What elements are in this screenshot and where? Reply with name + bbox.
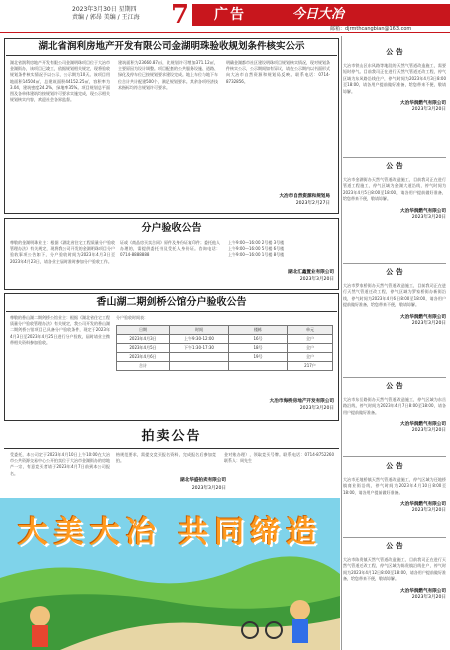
notice-title: 公 告 [386, 48, 403, 56]
table-row [117, 335, 333, 344]
notice-signature: 大冶市自然资源和规划局 [279, 194, 330, 199]
notice-signature: 大冶华润燃气有限公司 [400, 314, 446, 320]
schedule-line: 上午9:00—16:00 2号楼 3号楼 [228, 240, 285, 245]
notice-title: 公 告 [386, 268, 403, 276]
gas-notice [343, 162, 446, 221]
divider [6, 311, 337, 312]
paper-logo: 今日大冶 [292, 7, 345, 22]
notice-body-col1: 尊敬的金湖明珠业主：根据《湖北省住宅工程质量分户验收管理办法》有关规定，现将我公司开发的金湖明珠项目分户验收事项公告如下，分户验收时间为2023年4月3日至2023年4月23日，请各业主届时准时参加分户验收工作。 [10, 240, 115, 264]
table-cell: 下午1:30-17:30 [170, 344, 229, 353]
table-cell [170, 362, 229, 371]
table-cell: 16号 [229, 335, 288, 344]
notice-date: 2023年3月20日 [191, 486, 226, 491]
header-date: 2023年3月30日 星期四 [72, 6, 137, 13]
notice-body-col1: 湖北省润利房地产开发有限公司金湖明珠项目位于大冶市金湖街办，该项目已竣工，依据规划相关规定，现将验收规划条件核实情况予以公示，公示期为10天。该项目用地面积14504㎡，总建筑面积44152.25㎡，容积率为3.04，建筑密度24.2%，绿地率35%。项目规划总平面图及各单体建筑均按规划许可要求实施完成，现公示相关规划核实内容，欢迎社会各界监督。 [10, 60, 110, 103]
notice-date: 2023年2月27日 [295, 201, 330, 206]
schedule-line: 上午9:00—16:00 5号楼 6号楼 [228, 246, 285, 252]
notice-title: 香山湖二期剑桥公馆分户验收公告 [96, 297, 247, 308]
notice-body-col3: 金对账办理），领取竞买号牌。联系电话：0714-8752260 联系人：周先生 [224, 452, 334, 464]
notice-signature: 大冶华润燃气有限公司 [400, 502, 446, 508]
notice-date: 2023年3月20日 [411, 214, 446, 220]
notice-signature: 大冶华润燃气有限公司 [400, 422, 446, 428]
table-cell [170, 353, 229, 362]
acceptance-schedule [228, 240, 334, 260]
notice-signature: 大冶市海桥房地产开发有限公司 [269, 399, 334, 404]
notice-date: 2023年3月20日 [411, 508, 446, 514]
table-cell: 18号 [229, 344, 288, 353]
gas-notice [343, 48, 446, 113]
notice-date: 2023年3月20日 [411, 320, 446, 326]
notice-body: 大冶市东岳路街办天然气管道改造施工，停气区域为东岳路沿线，停气时间为2023年4月7日8:00至18:00，请各用户提前做好准备。 [343, 397, 446, 415]
table-cell [229, 362, 288, 371]
divider [343, 377, 446, 378]
gas-notice [343, 542, 446, 601]
notice-body: 大冶市金湖街办天然气管道改造施工，目前我司正在进行管道工程施工，停气区域为金湖大道沿线，停气时间为2023年4月5日8:00至18:00，请各用户提前做好准备，给您带来不便，敬请谅解。 [343, 177, 446, 202]
notice-body: 大冶市罗家桥街办天然气管道改造施工，目前我司正在进行天然气管道迁改工程，停气区域为罗家桥街办新街沿线，停气时间为2023年4月6日8:00至18:00，请各用户提前做好准备，给您带来不便，敬请谅解。 [343, 283, 446, 308]
notice-body: 大冶市铁山区东风路等地段的天然气管道改造施工，需要短时停气。目前我司正在进行天然气管道迁改工程，停气区域为东风路沿线住户，停气时间为2023年4月3日8:00至18:00，请各用户提前做好准备，给您带来不便，敬请谅解。 [343, 63, 446, 94]
editor-email: 邮箱：djrmthcangbian@163.com [330, 26, 412, 32]
runner-figure [290, 600, 310, 620]
table-row [117, 344, 333, 353]
notice-body-col2: 证或《商品房买卖合同》原件及身份证复印件；委托他人办理的，需提供委托书及受托人身份证。咨询电话：0714-8888888 [120, 240, 220, 258]
notice-date: 2023年3月20日 [411, 107, 446, 113]
divider [343, 537, 446, 538]
notice-title: 拍卖公告 [141, 429, 202, 444]
notice-title: 公 告 [386, 542, 403, 550]
table-header: 日期 [117, 326, 170, 335]
column-rule [341, 36, 342, 650]
notice-body: 大冶市陈贵镇天然气管道改造施工，目前我司正在进行天然气管道迁改工程，停气区域为陈贵镇沿线住户，停气时间为2023年4月12日8:00至18:00，请各用户提前做好准备，给您带来不便，敬请谅解。 [343, 557, 446, 582]
notice-date: 2023年3月20日 [411, 594, 446, 600]
table-header-row [117, 326, 333, 335]
gas-notice [343, 268, 446, 327]
notice-signature: 大冶华润燃气有限公司 [400, 208, 446, 214]
table-header: 时间 [170, 326, 229, 335]
notice-signature: 大冶华润燃气有限公司 [400, 101, 446, 107]
notice-title: 公 告 [386, 382, 403, 390]
table-cell: 217户 [288, 362, 333, 371]
divider [343, 157, 446, 158]
table-header: 单元 [288, 326, 333, 335]
table-cell: 全户 [288, 344, 333, 353]
runner-figure [292, 619, 308, 643]
table-cell: 全户 [288, 335, 333, 344]
notice-body-col1: 受委托，本公司定于2023年4月10日上午10:00在大冶市公共资源交易中心公开拍卖位于大冶市金湖街办的房地产一宗，有意竞买者请于2023年4月7日前到本公司报名。 [10, 452, 110, 476]
banner-slogan: 大美大冶 共同缔造 [17, 515, 323, 550]
table-row [117, 362, 333, 371]
notice-body-col2: 格规范要求，需提交竞买报名资料，完成报名后参加竞拍。 [116, 452, 216, 464]
notice-date: 2023年3月20日 [411, 428, 446, 434]
notice-body: 大冶市还地桥镇天然气管道改造施工，停气区域为还地桥镇商业街沿线，停气时间为2023年4月10日8:00至18:00，请各用户提前做好准备。 [343, 477, 446, 495]
divider [6, 55, 337, 56]
notice-signature: 大冶华润燃气有限公司 [400, 588, 446, 594]
notice-body-col2: 建筑面积为23660.87㎡，比规划许可增加371.12㎡，主要原因为设计调整。项目配套的公共服务设施、道路、绿化及停车位已按规划要求建设完成。地上车位与地下车位合计共计配建500个，满足规划要求。其余各项经济技术指标均符合规划许可要求。 [118, 60, 218, 90]
notice-title: 公 告 [386, 162, 403, 170]
notice-title: 分户验收公告 [141, 223, 202, 234]
section-title: 广告 [214, 7, 246, 23]
notice-date: 2023年3月20日 [299, 277, 334, 282]
runner-figure [32, 625, 48, 647]
divider [4, 448, 339, 449]
runner-figure [30, 606, 50, 626]
notice-title: 湖北省润利房地产开发有限公司金湖明珠验收规划条件核实公示 [38, 41, 305, 52]
page-number: 7 [171, 0, 190, 30]
notice-body-col3: 明确金湖都市社区建设明珠项目规划核实情况，现对规划条件核实公示，公示期间如有异议，请在公示期内以书面形式向大冶市自然资源和规划局反映。联系电话：0714-8732856。 [226, 60, 330, 84]
header-editors: 责编 / 郭昂 美编 / 王江海 [72, 14, 140, 21]
table-cell: 2023年4月3日 [117, 335, 170, 344]
gas-notice [343, 462, 446, 514]
table-cell: 2023年4月6日 [117, 353, 170, 362]
table-header: 楼栋 [229, 326, 288, 335]
header-rule [0, 32, 450, 33]
notice-signature: 湖北汇鑫置业有限公司 [288, 270, 334, 275]
notice-body-col1: 尊敬的香山湖二期剑桥公馆业主：根据《湖北省住宅工程质量分户验收管理办法》有关规定，我公司开发的香山湖二期剑桥公馆项目已具备分户验收条件，现定于2023年4月3日至2023年4月25日进行分户验收，届时请业主携带相关资料参加验收。 [10, 315, 110, 345]
table-cell: 全户 [288, 353, 333, 362]
table-cell: 上午9:30-12:00 [170, 335, 229, 344]
notice-signature: 湖北华盛拍卖有限公司 [180, 478, 226, 483]
notice-date: 2023年3月20日 [299, 406, 334, 411]
table-cell: 合计 [117, 362, 170, 371]
notice-body-col2: 分户验收时间表： [116, 315, 148, 320]
notice-title: 公 告 [386, 462, 403, 470]
table-row [117, 353, 333, 362]
gas-notice [343, 382, 446, 434]
schedule-table [116, 325, 333, 371]
divider [343, 263, 446, 264]
divider [343, 456, 446, 457]
schedule-line: 上午9:00—16:00 1号楼 8号楼 [228, 252, 285, 258]
table-cell: 19号 [229, 353, 288, 362]
table-cell: 2023年4月5日 [117, 344, 170, 353]
